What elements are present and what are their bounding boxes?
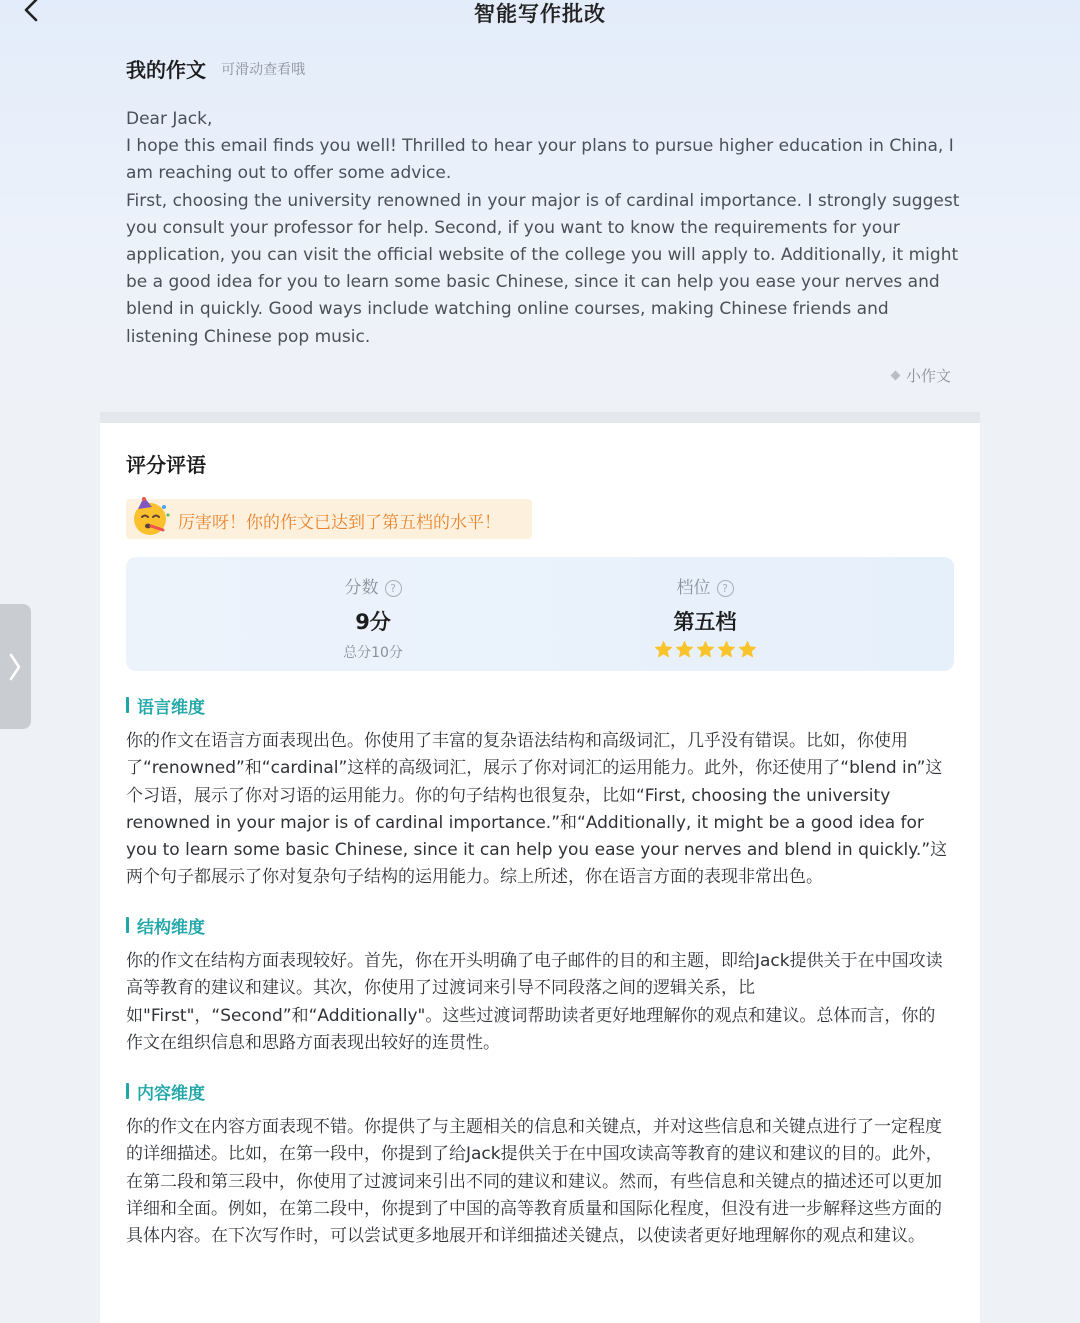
score-block [223,573,523,662]
level-label [555,573,855,598]
star-rating [555,640,855,663]
star-icon [717,640,736,659]
party-face-icon [128,495,172,539]
star-icon [738,640,757,659]
dimension-title-content: 内容维度 [126,1079,205,1104]
dimension-text-language: 你的作文在语言方面表现出色。你使用了丰富的复杂语法结构和高级词汇，几乎没有错误。比如，你使用了“renowned”和“cardinal”这样的高级词汇，展示了你对词汇的运用能力。此外，你还使用了“blend in”这个习语，展示了你对习语的运用能力。你的句子结构也很复杂，比如“First, choosing the university renowned in your major is of cardinal importance.”和“Additionally, it might be a good idea for you to learn some basic Chinese, since it can help you ease your nerves and blend in quickly.”这两个句子都展示了你对复杂句子结构的运用能力。综上所述，你在语言方面的表现非常出色。 [126,731,948,888]
dimension-text-content: 你的作文在内容方面表现不错。你提供了与主题相关的信息和关键点，并对这些信息和关键点进行了一定程度的详细描述。比如，在第一段中，你提到了给Jack提供关于在中国攻读高等教育的建议和建议的目的。此外，在第二段和第三段中，你使用了过渡词来引出不同的建议和建议。然而，有些信息和关键点的描述还可以更加详细和全面。例如，在第二段中，你提到了中国的高等教育质量和国际化程度，但没有进一步解释这些方面的具体内容。在下次写作时，可以尝试更多地展开和详细描述关键点，以使读者更好地理解你的观点和建议。 [126,1117,943,1247]
essay-header [126,54,305,83]
level-value: 第五档 [673,610,737,634]
chevron-right-icon [6,651,24,683]
score-total: 总分10分 [343,645,403,661]
essay-paragraph: I hope this email finds you well! Thrilled to hear your plans to pursue higher education in China, I am reaching out to offer some advice. [126,136,954,184]
review-panel [100,412,980,1323]
review-section-title: 评分评语 [126,453,206,477]
dimension-title-structure: 结构维度 [126,913,205,938]
essay-type-tag [892,365,951,386]
score-label [223,573,523,598]
dimension-title-language: 语言维度 [126,693,205,718]
praise-text: 厉害呀！你的作文已达到了第五档的水平！ [178,513,501,533]
essay-type-label: 小作文 [906,367,952,385]
essay-paragraph: Dear Jack, [126,109,213,129]
score-value: 9分 [355,610,391,634]
dimension-text-structure: 你的作文在结构方面表现较好。首先，你在开头明确了电子邮件的目的和主题，即给Jack提供关于在中国攻读高等教育的建议和建议。其次，你使用了过渡词来引导不同段落之间的逻辑关系，比如"First"，“Second”和“Additionally"。这些过渡词帮助读者更好地理解你的观点和建议。总体而言，你的作文在组织信息和思路方面表现出较好的连贯性。 [126,951,943,1053]
question-circle-icon[interactable]: ? [717,580,734,597]
essay-content[interactable] [126,106,966,351]
diamond-icon [891,371,901,381]
side-drawer-handle[interactable] [0,604,31,729]
star-icon [654,640,673,659]
star-icon [675,640,694,659]
score-card [126,557,954,671]
star-icon [696,640,715,659]
question-circle-icon[interactable]: ? [385,580,402,597]
essay-paragraph: First, choosing the university renowned in your major is of cardinal importance. I strongly suggest you consult your professor for help. Second, if you want to know the requirements for your application, you can visit the official website of the college you will apply to. Additionally, it might be a good idea for you to learn some basic Chinese, since it can help you ease your nerves and blend in quickly. Good ways include watching online courses, making Chinese friends and listening Chinese pop music. [126,190,960,347]
praise-banner [126,499,532,539]
page-title: 智能写作批改 [474,2,606,26]
level-label-text: 档位 [676,578,711,598]
scroll-hint: 可滑动查看哦 [221,61,306,78]
top-bar [0,0,1080,28]
score-label-text: 分数 [344,578,379,598]
essay-title: 我的作文 [126,58,206,82]
level-block [555,573,855,663]
